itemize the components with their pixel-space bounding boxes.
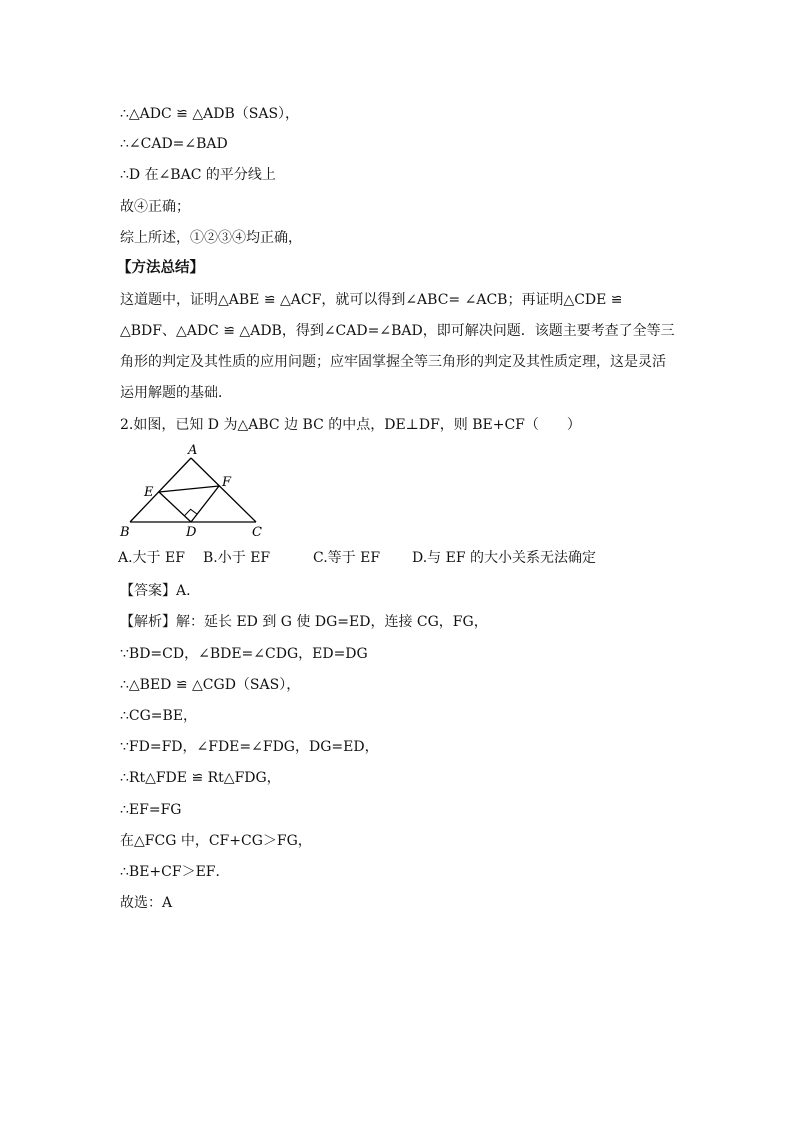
solution-line: 【解析】解：延长 ED 到 G 使 DG=ED，连接 CG，FG，	[120, 614, 488, 630]
solution-line: ∴EF=FG	[120, 802, 182, 818]
solution-line: ∴BE+CF＞EF．	[120, 864, 230, 880]
method-paragraph: 这道题中，证明△ABE ≌ △ACF，就可以得到∠ABC= ∠ACB；再证明△CDE ≌ △BDF、△ADC ≌ △ADB，得到∠CAD=∠BAD，即可解决问题．该题主要考查了全等三角形的判定及其性质的应用问题；应牢固掌握全等三角形的判定及其性质定理，这是灵活运用解题的基础．	[120, 292, 675, 401]
right-angle-mark	[184, 509, 197, 516]
label-f: F	[222, 475, 232, 490]
solution-line: ∵BD=CD，∠BDE=∠CDG，ED=DG	[120, 646, 368, 662]
proof-line: 综上所述，①②③④均正确，	[120, 230, 302, 246]
option-a: A.大于 EF	[118, 550, 185, 566]
proof-line: ∴△ADC ≌ △ADB（SAS），	[120, 106, 300, 122]
proof-line: ∴∠CAD=∠BAD	[120, 136, 228, 152]
segment-ef	[159, 486, 219, 492]
label-a: A	[188, 443, 198, 458]
solution-line: ∴Rt△FDE ≌ Rt△FDG，	[120, 770, 281, 786]
proof-line: 故④正确；	[120, 199, 190, 215]
solution-line: ∴CG=BE，	[120, 708, 198, 724]
option-d: D.与 EF 的大小关系无法确定	[412, 550, 597, 566]
solution-line: ∵FD=FD，∠FDE=∠FDG，DG=ED，	[120, 739, 379, 755]
segment-ac	[191, 458, 256, 522]
triangle-figure	[116, 442, 276, 542]
label-c: C	[252, 525, 262, 540]
option-c: C.等于 EF	[313, 550, 381, 566]
solution-line: ∴△BED ≌ △CGD（SAS），	[120, 677, 301, 693]
question-text: 2.如图，已知 D 为△ABC 边 BC 的中点，DE⊥DF，则 BE+CF（ ）	[120, 417, 581, 433]
label-e: E	[144, 485, 154, 500]
proof-line: ∴D 在∠BAC 的平分线上	[120, 167, 276, 183]
segment-ed	[159, 492, 191, 522]
segment-df	[191, 486, 219, 522]
solution-line: 故选：A	[120, 895, 173, 911]
answer-line: 【答案】A.	[120, 583, 191, 599]
option-b: B.小于 EF	[203, 550, 271, 566]
solution-line: 在△FCG 中，CF+CG＞FG，	[120, 833, 312, 849]
label-b: B	[120, 525, 130, 540]
method-heading: 【方法总结】	[117, 260, 204, 276]
label-d: D	[186, 525, 197, 540]
